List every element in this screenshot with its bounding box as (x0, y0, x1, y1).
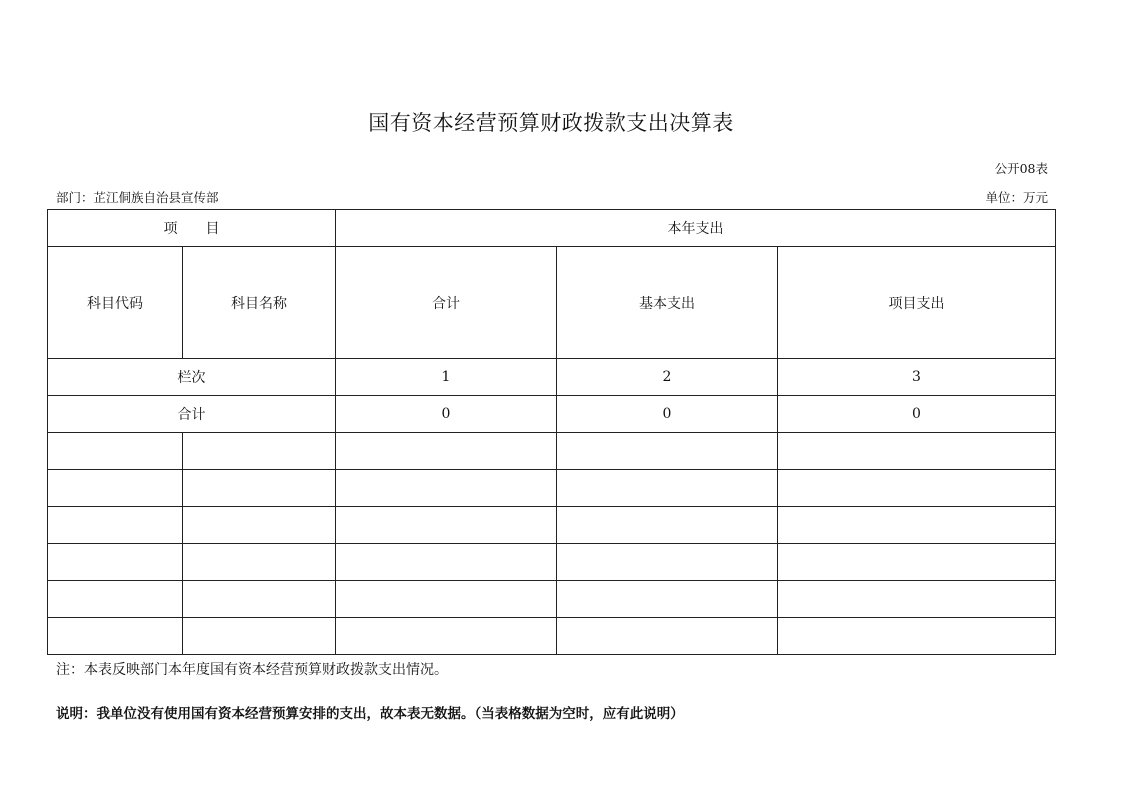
column-index-label: 栏次 (48, 359, 336, 396)
total-row-label: 合计 (48, 396, 336, 433)
footnote: 注：本表反映部门本年度国有资本经营预算财政拨款支出情况。 (56, 662, 448, 678)
column-index-total: 1 (336, 359, 557, 396)
table-row (48, 618, 1056, 655)
total-row-total: 0 (336, 396, 557, 433)
expenditure-table (47, 209, 1056, 655)
table-row (48, 544, 1056, 581)
item-header: 项 目 (48, 210, 336, 247)
column-header-code: 科目代码 (48, 247, 183, 359)
column-index-row (48, 359, 1056, 396)
table-row (48, 581, 1056, 618)
department-label: 部门：芷江侗族自治县宣传部 (56, 190, 219, 205)
table-row (48, 433, 1056, 470)
table-header-row-columns (48, 247, 1056, 359)
table-row (48, 507, 1056, 544)
total-row-basic: 0 (557, 396, 778, 433)
total-row (48, 396, 1056, 433)
table-row (48, 470, 1056, 507)
column-header-project: 项目支出 (778, 247, 1056, 359)
table-header-row-top (48, 210, 1056, 247)
column-index-basic: 2 (557, 359, 778, 396)
unit-label: 单位：万元 (985, 190, 1048, 205)
column-header-basic: 基本支出 (557, 247, 778, 359)
explanation-note: 说明：我单位没有使用国有资本经营预算安排的支出，故本表无数据。（当表格数据为空时，应有此说明） (56, 706, 684, 722)
current-year-header: 本年支出 (336, 210, 1056, 247)
table-number: 公开08表 (994, 161, 1048, 176)
column-index-project: 3 (778, 359, 1056, 396)
column-header-total: 合计 (336, 247, 557, 359)
total-row-project: 0 (778, 396, 1056, 433)
page-title: 国有资本经营预算财政拨款支出决算表 (368, 111, 734, 135)
column-header-name: 科目名称 (183, 247, 336, 359)
